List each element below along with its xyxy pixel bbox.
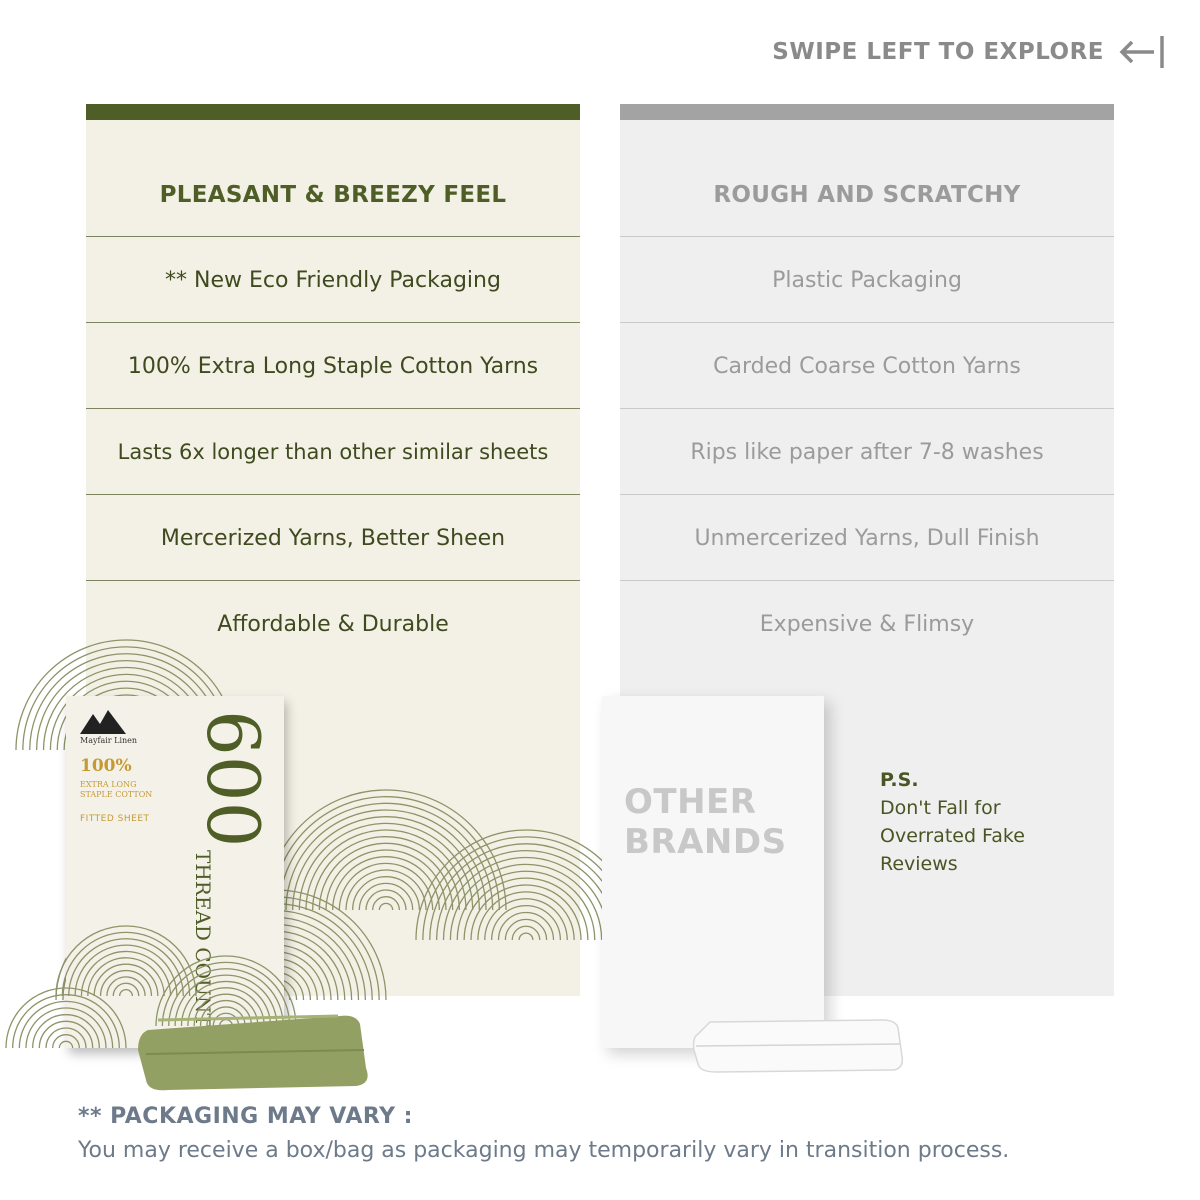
packaging-note: [78, 1100, 1009, 1168]
column-title-ours: PLEASANT & BREEZY FEEL: [159, 182, 507, 208]
feature-row: 100% Extra Long Staple Cotton Yarns: [86, 322, 580, 409]
packaging-note-body: You may receive a box/bag as packaging may temporarily vary in transition process.: [78, 1138, 1010, 1163]
ps-line: Overrated Fake: [880, 825, 1025, 847]
ps-line: Reviews: [880, 853, 958, 875]
brand-name: Mayfair Linen: [80, 736, 138, 745]
column-title-theirs: ROUGH AND SCRATCHY: [713, 182, 1021, 208]
percent-label: 100%: [80, 756, 132, 776]
product-box-other: [602, 696, 824, 1048]
other-line-2: BRANDS: [624, 822, 787, 862]
ps-note: [880, 766, 1025, 878]
sheet-type-label: FITTED SHEET: [80, 814, 150, 824]
ps-head: P.S.: [880, 769, 919, 791]
other-line-1: OTHER: [624, 782, 757, 822]
feature-row: Carded Coarse Cotton Yarns: [620, 322, 1114, 409]
product-box-mayfair: [66, 696, 284, 1048]
folded-white-sheet: [688, 1016, 908, 1074]
other-brands-label: [624, 782, 787, 862]
feature-row: Affordable & Durable: [86, 580, 580, 667]
thread-count-label: THREAD COUNT: [191, 850, 215, 1027]
ps-line: Don't Fall for: [880, 797, 1001, 819]
folded-green-sheet: [128, 1010, 376, 1096]
feature-row: Lasts 6x longer than other similar sheets: [86, 408, 580, 495]
swipe-hint: [772, 34, 1166, 70]
feature-row: Rips like paper after 7-8 washes: [620, 408, 1114, 495]
mountain-logo-icon: [80, 710, 126, 734]
feature-row: Mercerized Yarns, Better Sheen: [86, 494, 580, 581]
feature-row: ** New Eco Friendly Packaging: [86, 236, 580, 323]
material-label: EXTRA LONG STAPLE COTTON: [80, 780, 153, 799]
arrow-left-to-bar-icon: [1118, 34, 1166, 70]
feature-row: Expensive & Flimsy: [620, 580, 1114, 667]
thread-count-number: 600: [191, 710, 275, 848]
feature-row: Unmercerized Yarns, Dull Finish: [620, 494, 1114, 581]
packaging-note-head: ** PACKAGING MAY VARY :: [78, 1104, 413, 1129]
feature-row: Plastic Packaging: [620, 236, 1114, 323]
swipe-label: SWIPE LEFT TO EXPLORE: [772, 39, 1104, 65]
